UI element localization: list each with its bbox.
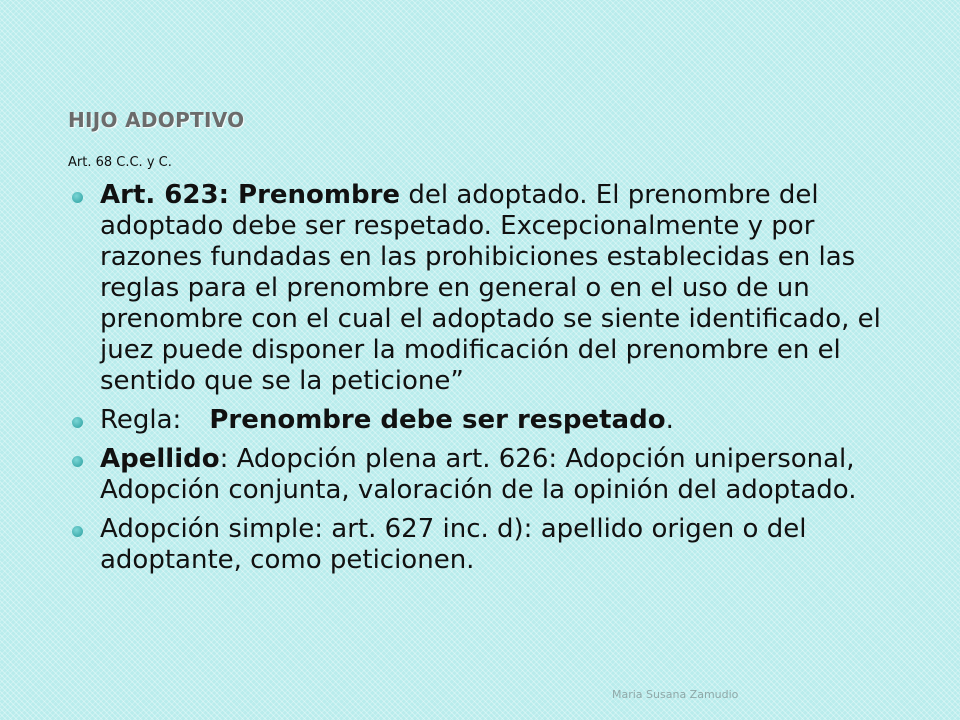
bullet-text: : Adopción plena art. 626: Adopción unipersonal, Adopción conjunta, valoración de la opinión del adoptado. — [100, 444, 857, 505]
slide-title: HIJO ADOPTIVO — [68, 108, 245, 132]
bullet-text: Adopción simple: art. 627 inc. d): apellido origen o del adoptante, como peticionen. — [100, 514, 807, 575]
bullet-bold-lead: Apellido — [100, 444, 220, 474]
bullet-tail: . — [665, 405, 674, 435]
slide-subtitle: Art. 68 C.C. y C. — [68, 155, 172, 170]
bullet-icon — [72, 456, 83, 467]
bullet-lead: Regla: — [100, 405, 182, 435]
bullet-bold-lead: Art. 623: Prenombre — [100, 180, 401, 210]
bullet-item-apellido — [64, 444, 904, 506]
slide-footer: Maria Susana Zamudio — [612, 688, 739, 701]
bullet-item-prenombre — [64, 180, 904, 397]
bullet-item-regla — [64, 405, 904, 436]
bullet-icon — [72, 526, 83, 537]
bullet-bold-text: Prenombre debe ser respetado — [209, 405, 666, 435]
bullet-list — [64, 180, 904, 584]
bullet-icon — [72, 192, 83, 203]
bullet-icon — [72, 417, 83, 428]
bullet-item-adopcion-simple — [64, 514, 904, 576]
bullet-text: del adoptado. El prenombre del adoptado debe ser respetado. Excepcionalmente y por razones fundadas en las prohibiciones establecidas en las reglas para el prenombre en general o en el uso de un prenombre con el cual el adoptado se siente identificado, el juez puede disponer la modificación del prenombre en el sentido que se la peticione” — [100, 180, 881, 396]
